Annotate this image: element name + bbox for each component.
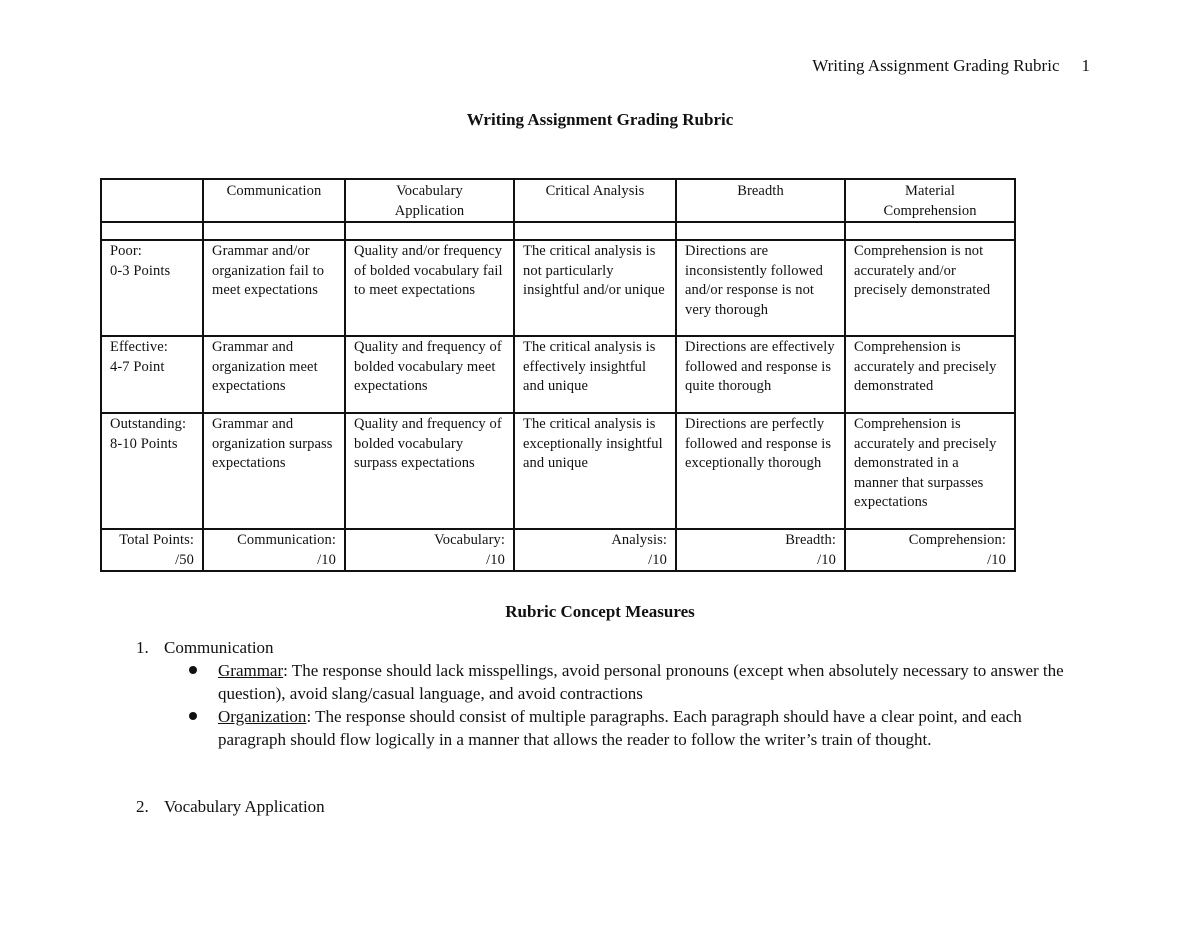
total-breadth: Breadth: /10: [676, 529, 845, 571]
rubric-row-poor: [101, 240, 1015, 336]
measure-number: 1.: [136, 638, 149, 657]
level-points: 4-7 Point: [110, 358, 165, 375]
cell-breadth: Directions are effectively followed and response is quite thorough: [676, 336, 845, 413]
total-comprehension: Comprehension: /10: [845, 529, 1015, 571]
measure-item-vocabulary: [136, 795, 325, 818]
subpoint-term: Grammar: [218, 661, 284, 680]
running-header-title: Writing Assignment Grading Rubric: [812, 56, 1060, 75]
rubric-spacer-row: [101, 222, 1015, 240]
cell-breadth: Directions are inconsistently followed and/or response is not very thorough: [676, 240, 845, 336]
header-vocabulary: Vocabulary Application: [345, 179, 514, 222]
total-cell: Total Points: /50: [101, 529, 203, 571]
measure-item-communication: [136, 636, 274, 659]
page-number: 1: [1081, 56, 1090, 75]
rubric-row-effective: [101, 336, 1015, 413]
rubric-totals-row: [101, 529, 1015, 571]
level-label: Effective:: [110, 339, 168, 355]
cell-comprehension: Comprehension is accurately and precisely demonstrated: [845, 336, 1015, 413]
cell-communication: Grammar and/or organization fail to meet expectations: [203, 240, 345, 336]
cell-critical-analysis: The critical analysis is exceptionally insightful and unique: [514, 413, 676, 529]
running-header: [812, 56, 1090, 76]
cell-vocabulary: Quality and frequency of bolded vocabulary meet expectations: [345, 336, 514, 413]
cell-comprehension: Comprehension is not accurately and/or precisely demonstrated: [845, 240, 1015, 336]
subpoint-text: : The response should lack misspellings, avoid personal pronouns (except when absolutely necessary to answer the question), avoid slang/casual language, and avoid contractions: [218, 661, 1064, 703]
total-vocabulary: Vocabulary: /10: [345, 529, 514, 571]
document-title: Writing Assignment Grading Rubric: [466, 110, 734, 129]
total-communication: Communication: /10: [203, 529, 345, 571]
cell-vocabulary: Quality and/or frequency of bolded vocabulary fail to meet expectations: [345, 240, 514, 336]
level-label: Poor:: [110, 243, 142, 259]
cell-breadth: Directions are perfectly followed and response is exceptionally thorough: [676, 413, 845, 529]
cell-communication: Grammar and organization surpass expectations: [203, 413, 345, 529]
subpoint-term: Organization: [218, 707, 307, 726]
rubric-header-row: [101, 179, 1015, 222]
measure-label: Communication: [164, 638, 274, 657]
level-cell: [101, 413, 203, 529]
header-comprehension: Material Comprehension: [845, 179, 1015, 222]
cell-communication: Grammar and organization meet expectations: [203, 336, 345, 413]
header-cell-empty: [101, 179, 203, 222]
cell-critical-analysis: The critical analysis is effectively insightful and unique: [514, 336, 676, 413]
bullet-icon: [189, 712, 197, 720]
cell-vocabulary: Quality and frequency of bolded vocabulary surpass expectations: [345, 413, 514, 529]
bullet-icon: [189, 666, 197, 674]
section-title: Rubric Concept Measures: [505, 602, 695, 621]
measure-label: Vocabulary Application: [164, 797, 325, 816]
level-points: 0-3 Points: [110, 262, 171, 279]
header-communication: Communication: [203, 179, 345, 222]
header-breadth: Breadth: [676, 179, 845, 222]
subpoint-organization: [186, 705, 1086, 751]
subpoint-grammar: [186, 659, 1086, 705]
level-cell: [101, 336, 203, 413]
communication-subpoints: [186, 659, 1086, 751]
rubric-table: [100, 178, 1016, 572]
measure-number: 2.: [136, 797, 149, 816]
cell-critical-analysis: The critical analysis is not particularly insightful and/or unique: [514, 240, 676, 336]
cell-comprehension: Comprehension is accurately and precisely demonstrated in a manner that surpasses expectations: [845, 413, 1015, 529]
level-cell: [101, 240, 203, 336]
rubric-row-outstanding: [101, 413, 1015, 529]
total-analysis: Analysis: /10: [514, 529, 676, 571]
subpoint-text: : The response should consist of multiple paragraphs. Each paragraph should have a clear point, and each paragraph should flow logically in a manner that allows the reader to follow the writer’s train of thought.: [218, 707, 1022, 749]
level-points: 8-10 Points: [110, 435, 178, 452]
header-critical-analysis: Critical Analysis: [514, 179, 676, 222]
level-label: Outstanding:: [110, 416, 187, 432]
